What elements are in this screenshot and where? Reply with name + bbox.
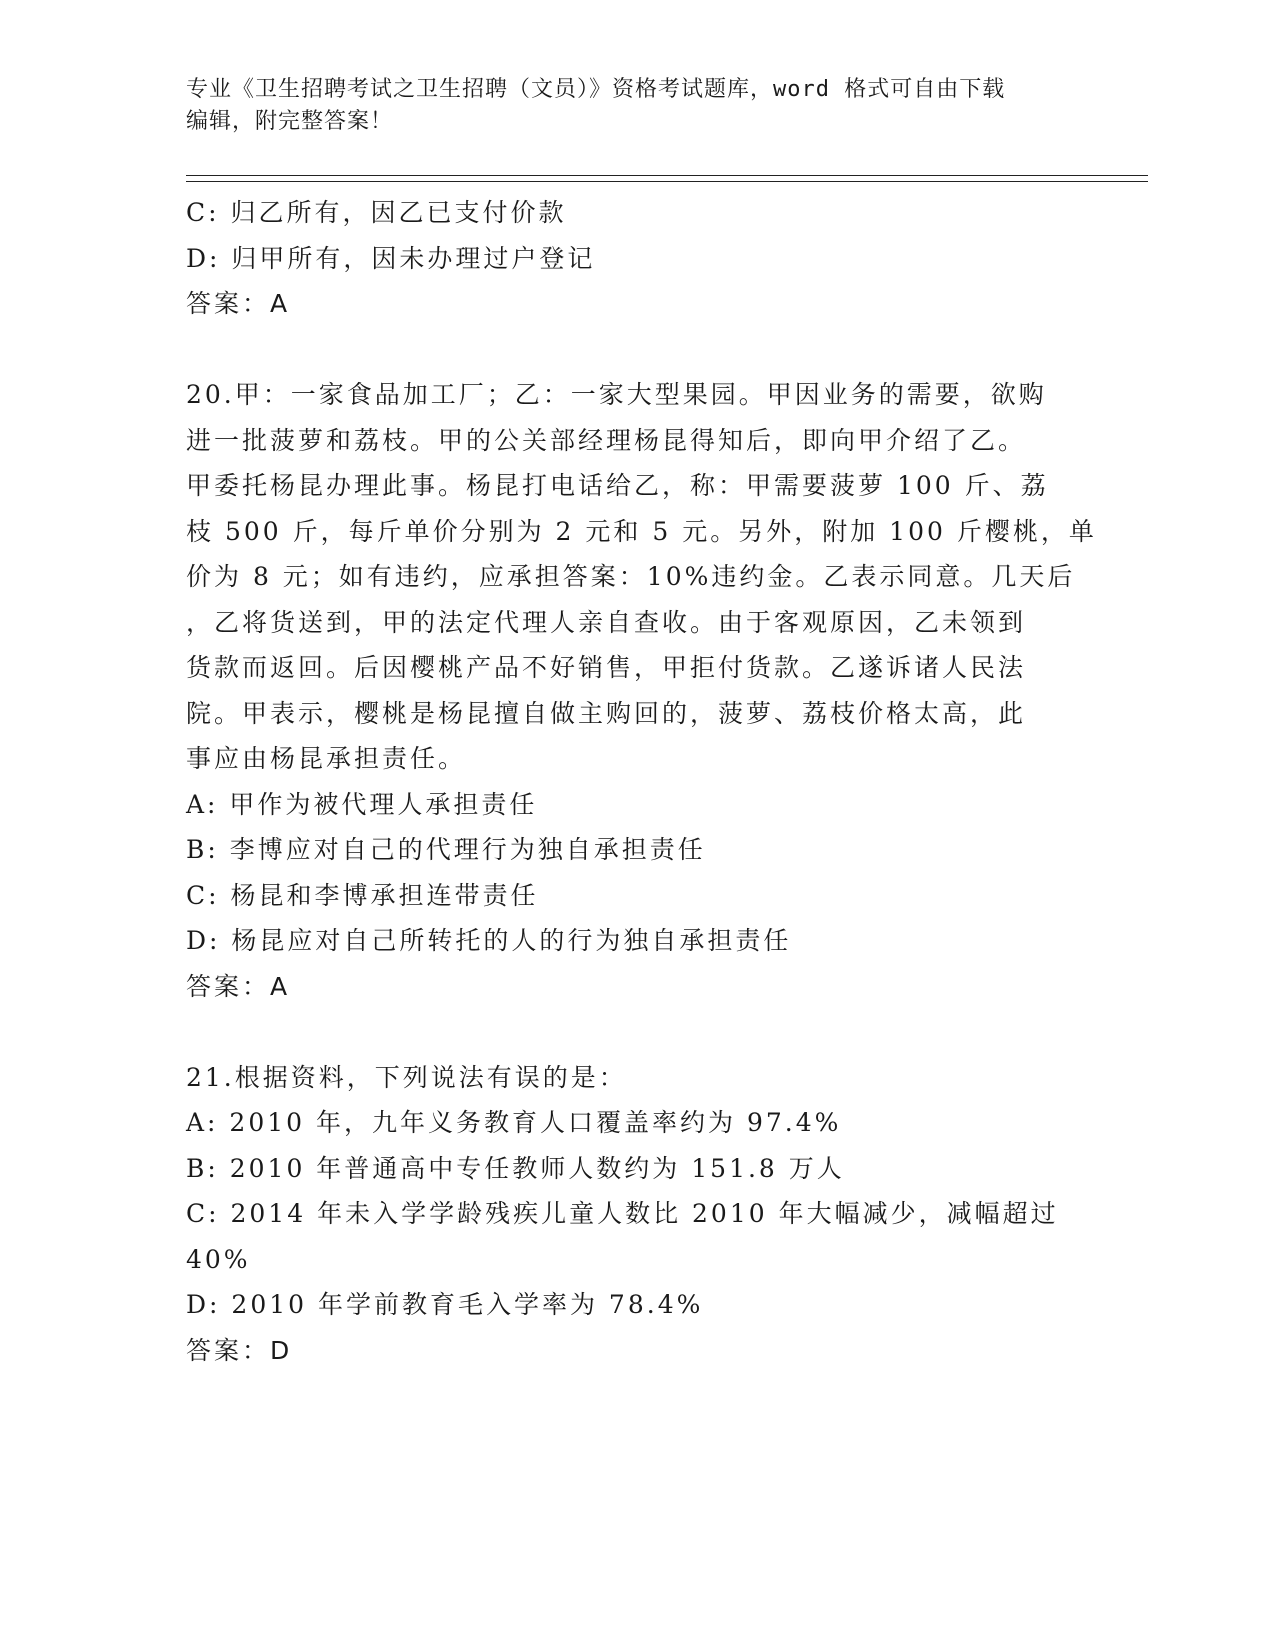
question-21 (186, 1055, 1066, 1374)
option-c: C: 杨昆和李博承担连带责任 (186, 880, 539, 910)
question-stem-line: 价为 8 元；如有违约，应承担答案：10%违约金。乙表示同意。几天后 (186, 562, 1076, 591)
question-stem-line: 20.甲：一家食品加工厂；乙：一家大型果园。甲因业务的需要，欲购 (186, 380, 1047, 409)
header-divider-bottom (186, 181, 1148, 182)
answer-label: 答案：D (186, 1335, 293, 1365)
header-divider-top (186, 175, 1148, 176)
question-stem-line: 货款而返回。后因樱桃产品不好销售，甲拒付货款。乙遂诉诸人民法 (186, 653, 1027, 682)
option-c: C: 归乙所有，因乙已支付价款 (186, 198, 567, 227)
question-19-tail (186, 190, 1066, 327)
spacer (186, 327, 1066, 373)
option-c: C: 2014 年未入学学龄残疾儿童人数比 2010 年大幅减少，减幅超过 (186, 1199, 1059, 1228)
question-20 (186, 372, 1097, 1009)
question-stem-line: 进一批菠萝和荔枝。甲的公关部经理杨昆得知后，即向甲介绍了乙。 (186, 425, 1027, 455)
option-b: B: 2010 年普通高中专任教师人数约为 151.8 万人 (186, 1153, 845, 1183)
header-line-2: 编辑，附完整答案！ (186, 109, 394, 134)
option-a: A: 甲作为被代理人承担责任 (186, 789, 538, 819)
answer-label: 答案：A (186, 971, 291, 1001)
question-stem-line: 枝 500 斤，每斤单价分别为 2 元和 5 元。另外，附加 100 斤樱桃，单 (186, 516, 1097, 546)
option-d: D: 杨昆应对自己所转托的人的行为独自承担责任 (186, 926, 792, 955)
option-d: D: 归甲所有，因未办理过户登记 (186, 243, 596, 273)
document-header (186, 74, 1066, 138)
option-b: B: 李博应对自己的代理行为独自承担责任 (186, 835, 706, 864)
spacer (186, 1009, 1066, 1055)
question-stem-line: 甲委托杨昆办理此事。杨昆打电话给乙，称：甲需要菠萝 100 斤、荔 (186, 471, 1049, 500)
option-c-continued: 40% (186, 1244, 251, 1274)
question-stem-line: 院。甲表示，樱桃是杨昆擅自做主购回的，菠萝、荔枝价格太高，此 (186, 698, 1027, 728)
option-d: D: 2010 年学前教育毛入学率为 78.4% (186, 1290, 704, 1319)
header-line-1: 专业《卫生招聘考试之卫生招聘（文员）》资格考试题库，word 格式可自由下载 (186, 77, 1006, 102)
answer-label: 答案：A (186, 289, 291, 318)
question-stem-line: ，乙将货送到，甲的法定代理人亲自查收。由于客观原因，乙未领到 (186, 607, 1027, 637)
question-content (186, 190, 1097, 1373)
question-stem: 21.根据资料，下列说法有误的是： (186, 1062, 627, 1092)
question-stem-line: 事应由杨昆承担责任。 (186, 744, 467, 773)
option-a: A: 2010 年，九年义务教育人口覆盖率约为 97.4% (186, 1108, 842, 1137)
